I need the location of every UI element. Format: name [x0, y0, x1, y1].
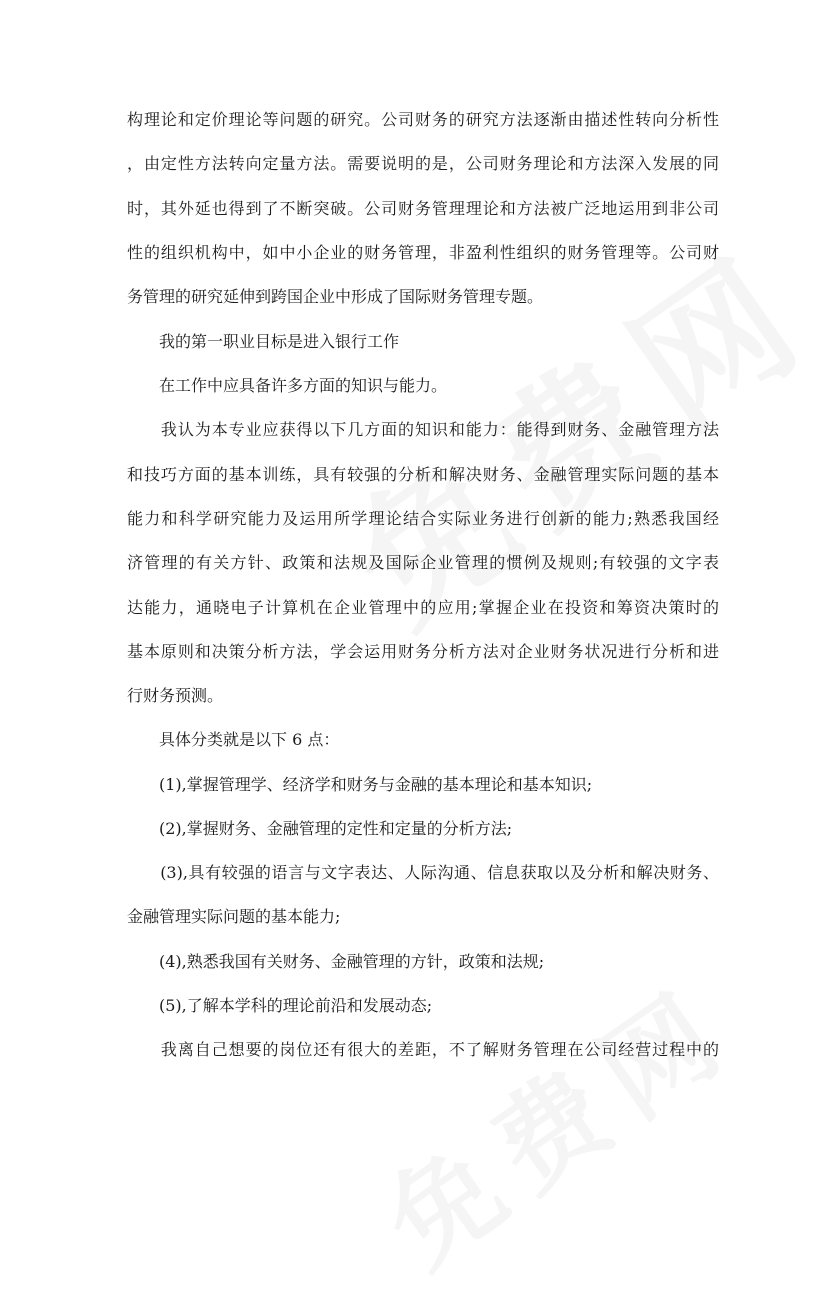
text-line: (3),具有较强的语言与文字表达、人际沟通、信息获取以及分析和解决财务、 [127, 863, 719, 882]
text-line: 性的组织机构中，如中小企业的财务管理，非盈利性组织的财务管理等。公司财 [127, 243, 719, 262]
text-line: 和技巧方面的基本训练，具有较强的分析和解决财务、金融管理实际问题的基本 [127, 465, 719, 484]
text-line: 构理论和定价理论等问题的研究。公司财务的研究方法逐渐由描述性转向分析性 [127, 110, 719, 129]
text-line: 在工作中应具备许多方面的知识与能力。 [127, 376, 448, 395]
text-line: 我离自己想要的岗位还有很大的差距，不了解财务管理在公司经营过程中的 [127, 1040, 719, 1059]
text-line: (5),了解本学科的理论前沿和发展动态; [127, 996, 433, 1015]
text-line: (4),熟悉我国有关财务、金融管理的方针，政策和法规; [127, 952, 545, 971]
text-line: 具体分类就是以下 6 点： [127, 730, 340, 749]
text-line: 时，其外延也得到了不断突破。公司财务管理理论和方法被广泛地运用到非公司 [127, 199, 719, 218]
text-line: 能力和科学研究能力及运用所学理论结合实际业务进行创新的能力;熟悉我国经 [127, 509, 719, 528]
text-line: (1),掌握管理学、经济学和财务与金融的基本理论和基本知识; [127, 775, 593, 794]
text-line: 我的第一职业目标是进入银行工作 [127, 332, 400, 351]
text-line: 济管理的有关方针、政策和法规及国际企业管理的惯例及规则;有较强的文字表 [127, 553, 719, 572]
text-line: 行财务预测。 [127, 686, 224, 705]
text-line: ，由定性方法转向定量方法。需要说明的是，公司财务理论和方法深入发展的同 [127, 154, 719, 173]
text-line: 我认为本专业应获得以下几方面的知识和能力：能得到财务、金融管理方法 [127, 420, 719, 439]
text-line: 金融管理实际问题的基本能力; [127, 907, 341, 926]
text-line: 务管理的研究延伸到跨国企业中形成了国际财务管理专题。 [127, 287, 544, 306]
text-line: 达能力，通晓电子计算机在企业管理中的应用;掌握企业在投资和筹资决策时的 [127, 598, 719, 617]
text-line: 基本原则和决策分析方法，学会运用财务分析方法对企业财务状况进行分析和进 [127, 642, 719, 661]
text-line: (2),掌握财务、金融管理的定性和定量的分析方法; [127, 819, 513, 838]
